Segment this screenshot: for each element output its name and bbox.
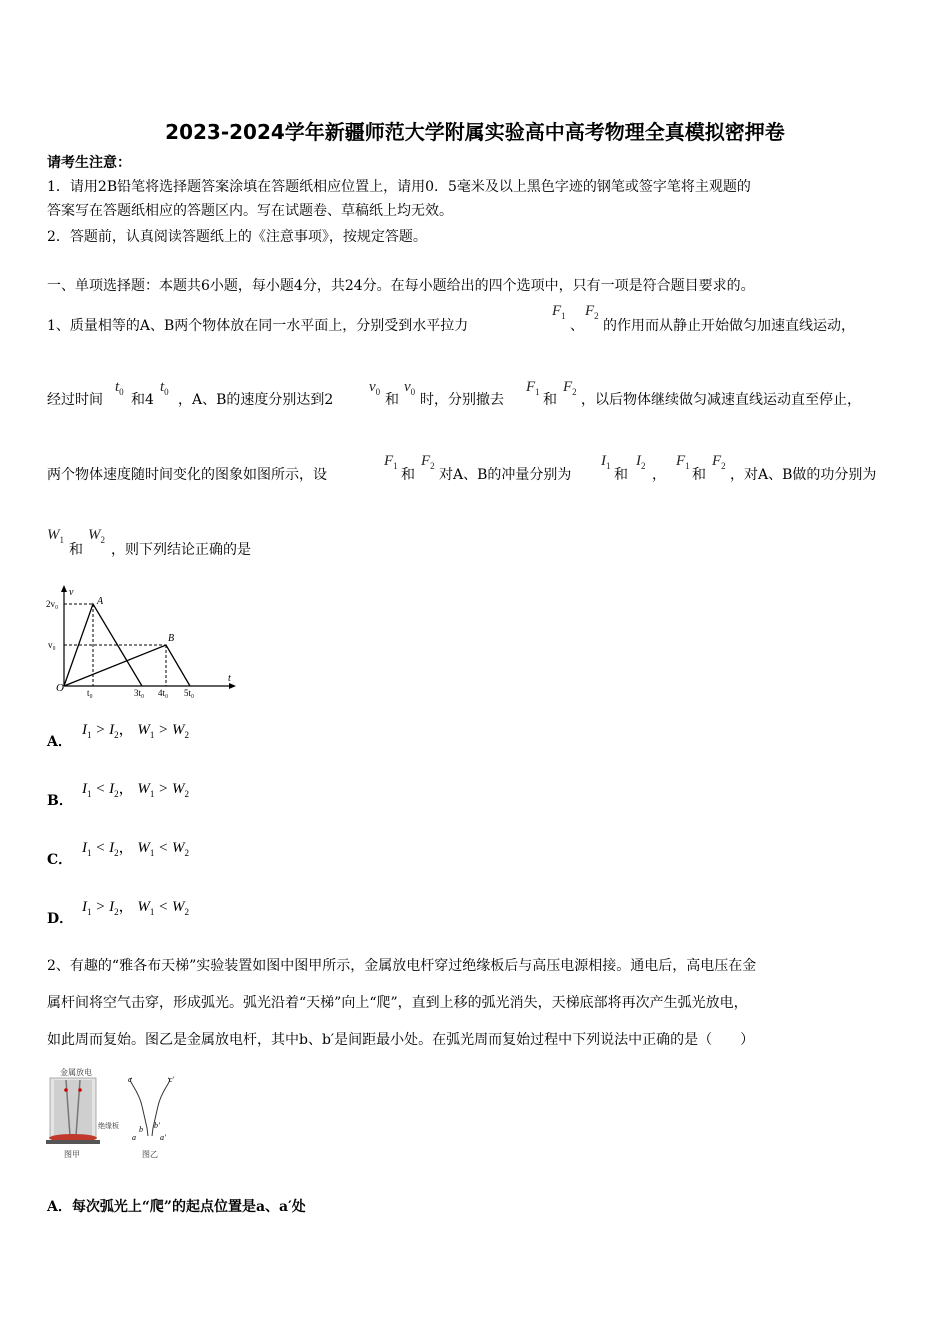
q1-text-3b: 和 [401,467,415,483]
math-I1: $I_1$ [601,453,611,471]
math-F2d: $F_2$ [712,453,726,471]
label-insulating-board: 绝缘板 [98,1122,119,1130]
q1-text-1b: 、 [570,318,584,334]
q1-text-3e: ， [652,467,666,483]
q1-text-2b: 和4 [131,392,154,408]
math-W1: $W_1$ [47,527,64,545]
option-c-i-relation: < [95,840,106,856]
q1-text-3c: 对A、B的冲量分别为 [439,467,572,483]
option-a-letter[interactable]: A． [47,734,72,750]
label-c: c [128,1075,132,1084]
label-a-prime: a′ [160,1133,166,1142]
math-t0: $t_0$ [115,379,124,397]
apparatus-inner [54,1080,92,1136]
graph-x-3t0: 3t₀ [134,688,145,698]
page-title: 2023-2024学年新疆师范大学附属实验高中高考物理全真模拟密押卷 [165,120,785,144]
section-heading: 一、单项选择题：本题共6小题，每小题4分，共24分。在每小题给出的四个选项中，只有一项是符合题目要求的。 [47,278,755,294]
q1-text-3g: ，对A、B做的功分别为 [730,467,877,483]
option-b-i-relation: < [95,781,106,797]
label-a: a [132,1133,136,1142]
option-c-letter[interactable]: C． [47,852,73,868]
label-b-prime: b′ [154,1121,160,1130]
notice-heading: 请考生注意： [47,155,131,171]
option-d-letter[interactable]: D． [47,911,74,927]
math-F1c: $F_1$ [384,453,398,471]
graph-t-label: t [228,673,231,684]
notice-line-2: 2．答题前，认真阅读答题纸上的《注意事项》，按规定答题。 [47,229,427,245]
q2-line-2: 属杆间将空气击穿，形成弧光。弧光沿着“天梯”向上“爬”，直到上移的弧光消失，天梯底部将再次产生弧光放电， [47,995,748,1011]
math-I2: $I_2$ [636,453,646,471]
graph-y-2v0: 2v₀ [46,599,59,609]
graph-v-label: v [69,587,74,598]
label-c-prime: c′ [169,1075,175,1084]
option-b-w-relation: > [158,781,169,797]
label-b: b [139,1125,143,1134]
option-d-w-relation: < [158,899,169,915]
math-v0b: $v_0$ [404,379,416,397]
math-t0b: $t_0$ [160,379,169,397]
caption-fig-b: 图乙 [142,1150,158,1159]
option-c-formula[interactable]: $I_1 < I_2$， $W_1 < W_2$ [82,840,190,858]
q1-text-4a: 和 [69,542,83,558]
q2-line-3: 如此周而复始。图乙是金属放电杆，其中b、b′是间距最小处。在弧光周而复始过程中下列说法中正确的是（ ） [47,1032,755,1048]
q1-text-1c: 的作用而从静止开始做匀加速直线运动， [603,318,855,334]
option-b-letter[interactable]: B． [47,793,73,809]
notice-line-1b: 答案写在答题纸相应的答题区内。写在试题卷、草稿纸上均无效。 [47,203,453,219]
q1-text-3f: 和 [692,467,706,483]
graph-x-5t0: 5t₀ [184,688,195,698]
q2-line-1: 2、有趣的“雅各布天梯”实验装置如图中图甲所示，金属放电杆穿过绝缘板后与高压电源相接。通电后，高电压在金 [47,958,757,974]
math-F2c: $F_2$ [421,453,435,471]
q1-text-2e: 时，分别撤去 [420,392,504,408]
graph-x-4t0: 4t₀ [158,688,169,698]
q2-option-a[interactable]: A．每次弧光上“爬”的起点位置是a、a′处 [47,1199,306,1215]
math-v0: $v_0$ [369,379,381,397]
q1-text-2a: 经过时间 [47,392,103,408]
math-F2b: $F_2$ [563,379,577,397]
electrode-dot-left [64,1088,68,1092]
option-b-formula[interactable]: $I_1 < I_2$， $W_1 > W_2$ [82,781,190,799]
math-F1: $F_1$ [552,303,566,321]
graph-point-B: B [168,633,175,644]
velocity-time-graph [44,583,244,699]
graph-x-t0: t₀ [87,688,93,698]
electrode-dot-right [78,1088,82,1092]
q1-text-3d: 和 [614,467,628,483]
option-c-w-relation: < [158,840,169,856]
option-d-formula[interactable]: $I_1 > I_2$， $W_1 < W_2$ [82,899,190,917]
caption-fig-a: 图甲 [64,1150,80,1159]
option-a-w-relation: > [158,722,169,738]
q1-text-2c: ，A、B的速度分别达到2 [178,392,334,408]
math-F2: $F_2$ [585,303,599,321]
label-metal-rod: 金属放电 [60,1068,92,1077]
q1-text-3a: 两个物体速度随时间变化的图象如图所示，设 [47,467,327,483]
graph-origin: O [56,682,64,694]
q1-text-2d: 和 [385,392,399,408]
q1-text-2f: 和 [543,392,557,408]
option-a-i-relation: > [95,722,106,738]
base [46,1140,100,1144]
notice-line-1: 1．请用2B铅笔将选择题答案涂填在答题纸相应位置上，请用0．5毫米及以上黑色字迹的钢笔或签字笔将主观题的 [47,179,751,195]
option-d-i-relation: > [95,899,106,915]
math-F1d: $F_1$ [676,453,690,471]
jacobs-ladder-figure [44,1066,184,1162]
graph-y-v0: v₀ [48,640,56,650]
q1-text-4b: ，则下列结论正确的是 [111,542,251,558]
v-axis-arrow [61,585,67,592]
option-a-formula[interactable]: $I_1 > I_2$， $W_1 > W_2$ [82,722,190,740]
q1-text-2g: ，以后物体继续做匀减速直线运动直至停止， [581,392,861,408]
math-F1b: $F_1$ [526,379,540,397]
q1-text-1a: 1、质量相等的A、B两个物体放在同一水平面上，分别受到水平拉力 [47,318,469,334]
math-W2: $W_2$ [88,527,105,545]
graph-point-A: A [97,596,104,607]
line-B [64,645,190,686]
